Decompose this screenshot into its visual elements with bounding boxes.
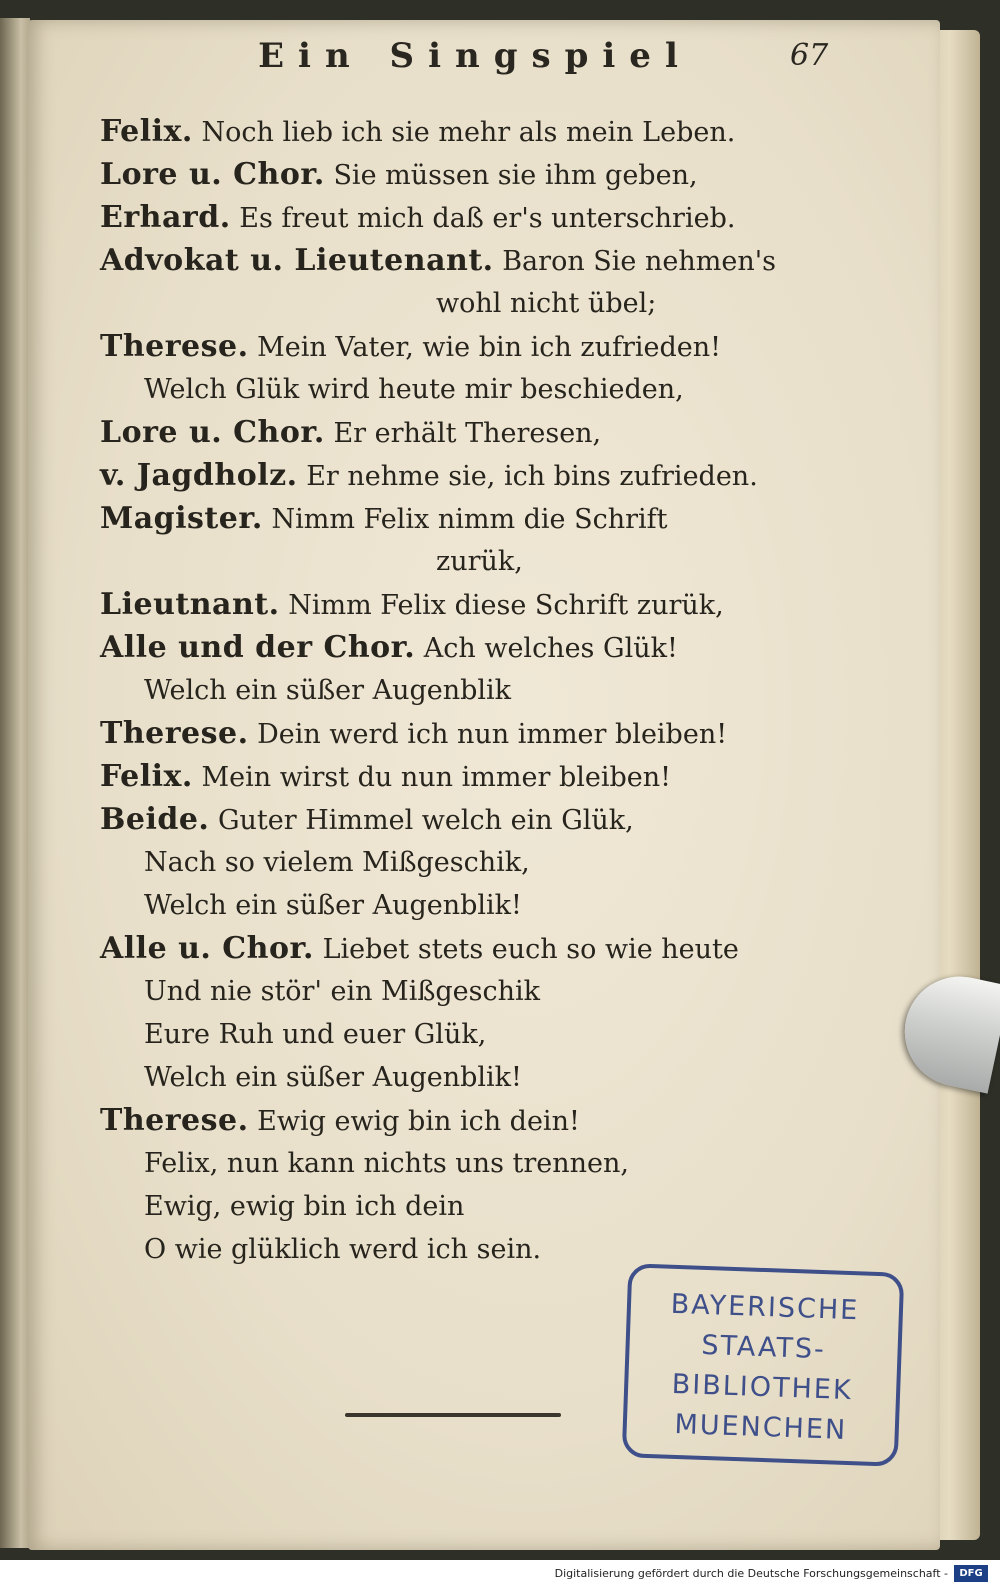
text-line: Welch ein süßer Augenblik: [144, 675, 512, 706]
text-line: Nach so vielem Mißgeschik,: [144, 847, 530, 878]
speaker-name: Therese.: [100, 716, 249, 751]
spoken-text: Mein wirst du nun immer bleiben!: [201, 762, 671, 793]
speaker-name: v. Jagdholz.: [100, 458, 298, 493]
text-line: [100, 153, 840, 196]
text-line: Und nie stör' ein Mißgeschik: [144, 976, 540, 1007]
spoken-text: Er erhält Theresen,: [333, 418, 602, 449]
text-line: [100, 454, 840, 497]
speaker-name: Lore u. Chor.: [100, 157, 325, 192]
speaker-name: Felix.: [100, 114, 193, 149]
page-header: [0, 36, 1000, 86]
stamp-line-1: BAYERISCHE: [670, 1288, 860, 1327]
spoken-text: Guter Himmel welch ein Glük,: [217, 805, 634, 836]
speaker-name: Erhard.: [100, 200, 231, 235]
speaker-name: Alle und der Chor.: [100, 630, 416, 665]
text-line: Welch ein süßer Augenblik!: [144, 1062, 522, 1093]
text-line: Felix, nun kann nichts uns trennen,: [144, 1148, 629, 1179]
spoken-text: Noch lieb ich sie mehr als mein Leben.: [201, 117, 736, 148]
text-line: [100, 196, 840, 239]
spoken-text: Ewig ewig bin ich dein!: [257, 1106, 580, 1137]
text-line: [100, 110, 840, 153]
speaker-name: Beide.: [100, 802, 210, 837]
stamp-line-3: BIBLIOTHEK: [671, 1368, 854, 1407]
footer-credit: Digitalisierung gefördert durch die Deutsche Forschungsgemeinschaft -: [554, 1567, 948, 1580]
spoken-text: Sie müssen sie ihm geben,: [333, 160, 698, 191]
stamp-line-2: STAATS-: [700, 1329, 827, 1366]
spoken-text: Nimm Felix diese Schrift zurük,: [288, 590, 724, 621]
text-line: O wie glüklich werd ich sein.: [144, 1234, 542, 1265]
text-line: [100, 239, 840, 282]
spoken-text: Ach welches Glük!: [423, 633, 678, 664]
stamp-line-4: MUENCHEN: [673, 1408, 848, 1446]
libretto-text: [100, 110, 840, 1271]
text-line: [100, 626, 840, 669]
text-line: [100, 712, 840, 755]
text-line: zurük,: [436, 546, 523, 577]
spoken-text: Nimm Felix nimm die Schrift: [271, 504, 668, 535]
dfg-logo: DFG: [954, 1565, 988, 1582]
footer-bar: [0, 1560, 1000, 1589]
text-line: [100, 927, 840, 970]
text-line: [100, 583, 840, 626]
speaker-name: Lore u. Chor.: [100, 415, 325, 450]
spoken-text: Dein werd ich nun immer bleiben!: [257, 719, 728, 750]
text-line: Ewig, ewig bin ich dein: [144, 1191, 465, 1222]
text-line: Welch ein süßer Augenblik!: [144, 890, 522, 921]
text-line: [100, 325, 840, 368]
spoken-text: Er nehme sie, ich bins zufrieden.: [306, 461, 758, 492]
text-line: Welch Glük wird heute mir beschieden,: [144, 374, 684, 405]
spoken-text: Es freut mich daß er's unterschrieb.: [239, 203, 736, 234]
speaker-name: Felix.: [100, 759, 193, 794]
speaker-name: Alle u. Chor.: [100, 931, 314, 966]
speaker-name: Magister.: [100, 501, 263, 536]
text-line: [100, 411, 840, 454]
text-line: [100, 798, 840, 841]
spoken-text: Liebet stets euch so wie heute: [322, 934, 739, 965]
text-line: Eure Ruh und euer Glük,: [144, 1019, 487, 1050]
text-line: [100, 497, 840, 540]
speaker-name: Therese.: [100, 329, 249, 364]
speaker-name: Lieutnant.: [100, 587, 280, 622]
text-line: wohl nicht übel;: [436, 288, 657, 319]
closing-rule: [345, 1413, 561, 1417]
spoken-text: Baron Sie nehmen's: [502, 246, 776, 277]
library-stamp: [622, 1263, 905, 1467]
running-title: Ein Singspiel: [258, 36, 692, 76]
text-line: [100, 755, 840, 798]
facing-page-edge: [0, 18, 30, 1548]
spoken-text: Mein Vater, wie bin ich zufrieden!: [257, 332, 721, 363]
speaker-name: Advokat u. Lieutenant.: [100, 243, 494, 278]
page-number: 67: [790, 38, 829, 73]
speaker-name: Therese.: [100, 1103, 249, 1138]
text-line: [100, 1099, 840, 1142]
